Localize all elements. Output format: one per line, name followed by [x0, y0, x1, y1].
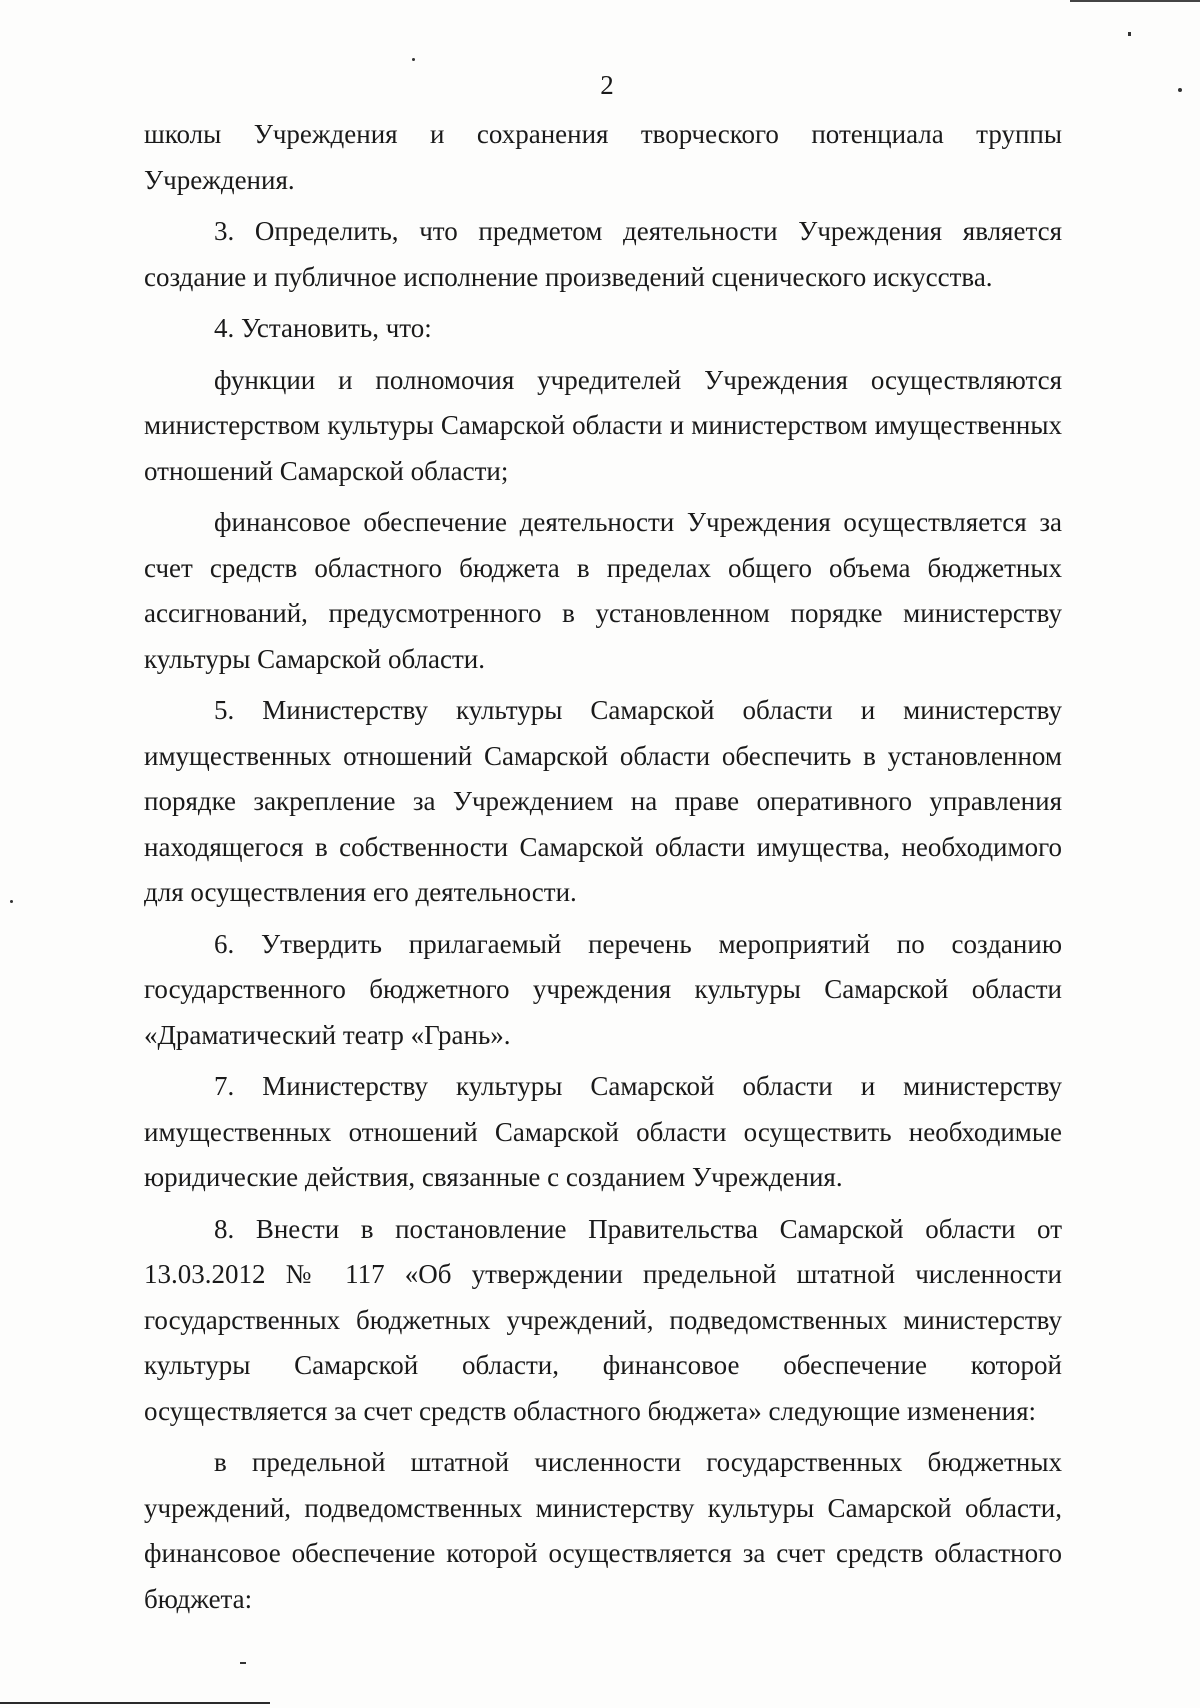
paragraph-1: 3. Определить, что предметом деятельности Учреждения является создание и публичное исполнение произведений сценического искусства. — [144, 216, 1062, 292]
paragraph-8: 8. Внести в постановление Правительства Самарской области от 13.03.2012 № 117 «Об утверждении предельной штатной численности государственных бюджетных учреждений, подведомственных министерству культуры Самарской области, финансовое обеспечение которой осуществляется за счет средств областного бюджета» следующие изменения: — [144, 1213, 1062, 1426]
scan-speck — [240, 1662, 246, 1664]
scan-speck — [412, 58, 415, 61]
paragraph-3: функции и полномочия учредителей Учреждения осуществляются министерством культуры Самарской области и министерством имущественных отношений Самарской области; — [144, 364, 1062, 486]
document-body — [144, 112, 1062, 1622]
paragraph-6: 6. Утвердить прилагаемый перечень мероприятий по созданию государственного бюджетного учреждения культуры Самарской области «Драматический театр «Грань». — [144, 928, 1062, 1050]
scan-edge-line-top — [1070, 0, 1200, 2]
scan-speck — [1128, 32, 1131, 36]
paragraph-7: 7. Министерству культуры Самарской области и министерству имущественных отношений Самарской области осуществить необходимые юридические действия, связанные с созданием Учреждения. — [144, 1071, 1062, 1192]
paragraph-5: 5. Министерству культуры Самарской области и министерству имущественных отношений Самарской области обеспечить в установленном порядке закрепление за Учреждением на праве оперативного управления находящегося в собственности Самарской области имущества, необходимого для осуществления его деятельности. — [144, 695, 1062, 907]
paragraph-4: финансовое обеспечение деятельности Учреждения осуществляется за счет средств областного бюджета в пределах общего объема бюджетных ассигнований, предусмотренного в установленном порядке министерству культуры Самарской области. — [144, 507, 1062, 674]
paragraph-2: 4. Установить, что: — [214, 313, 432, 343]
scan-edge-line-bottom — [0, 1702, 270, 1704]
scan-speck — [10, 900, 13, 903]
paragraph-0: школы Учреждения и сохранения творческого потенциала труппы Учреждения. — [144, 119, 1062, 195]
paragraph-9: в предельной штатной численности государственных бюджетных учреждений, подведомственных министерству культуры Самарской области, финансовое обеспечение которой осуществляется за счет средств областного бюджета: — [144, 1447, 1062, 1614]
page-number: 2 — [600, 70, 614, 100]
